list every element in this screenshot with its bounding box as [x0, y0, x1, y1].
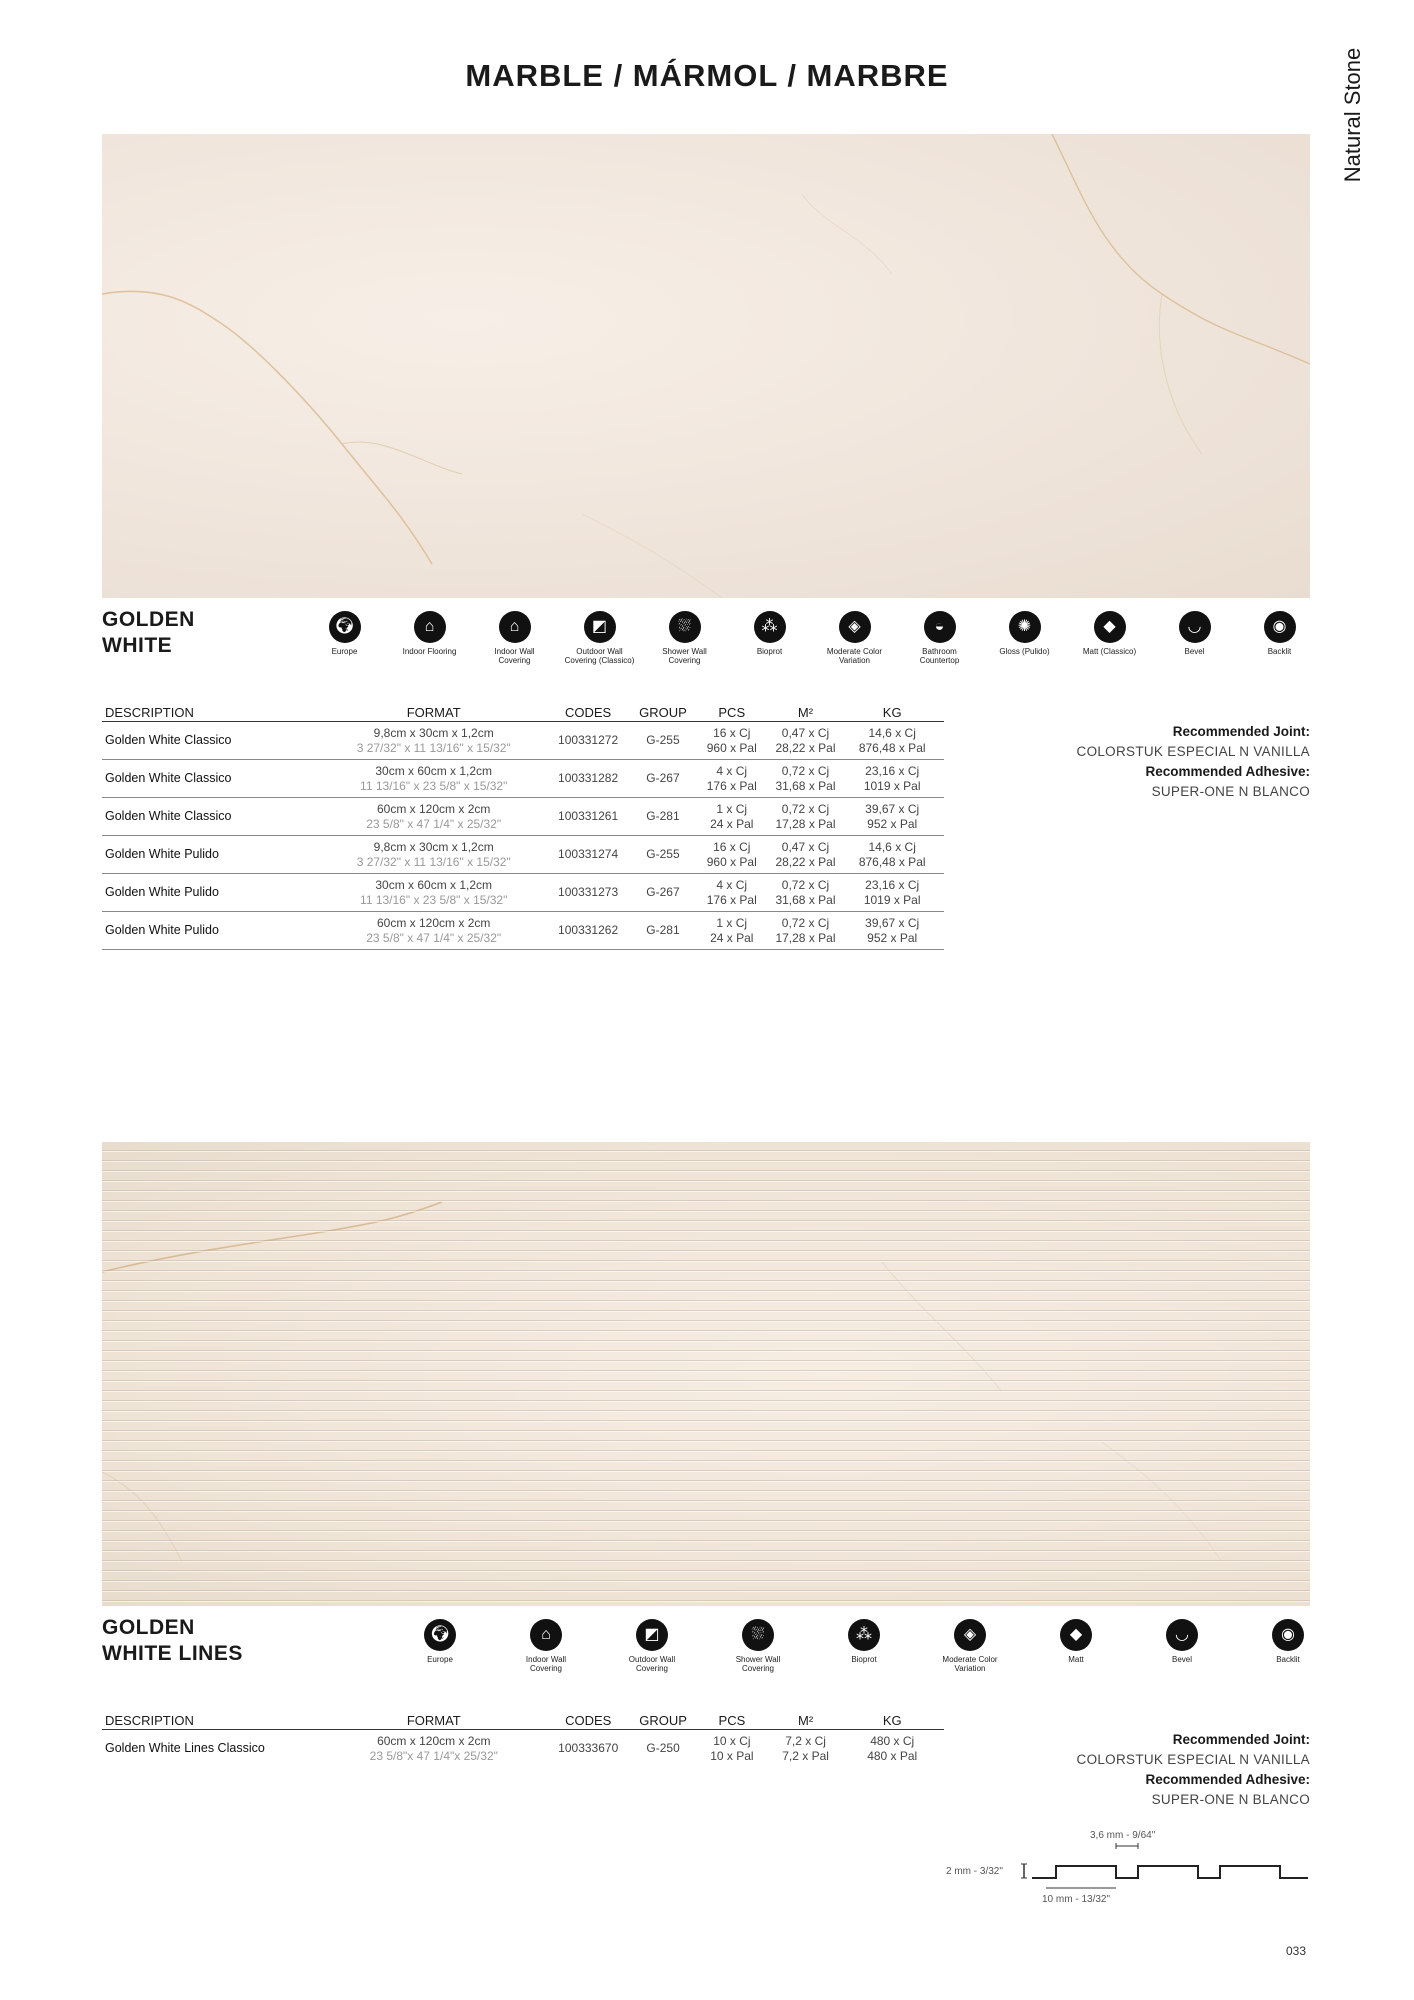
- bioprot-icon-cell: ⁂ Bioprot: [811, 1619, 917, 1673]
- cell-description: Golden White Pulido: [102, 874, 324, 912]
- gloss-icon-cell: ✺ Gloss (Pulido): [982, 611, 1067, 665]
- section-side-tab: Natural Stone: [1340, 47, 1365, 183]
- cell-pcs: 4 x Cj 176 x Pal: [693, 760, 771, 798]
- recommended-joint-value: COLORSTUK ESPECIAL N VANILLA: [1076, 1752, 1310, 1767]
- cell-pcs: 16 x Cj 960 x Pal: [693, 722, 771, 760]
- backlit-icon: ◉: [1264, 611, 1296, 643]
- moderate-color-variation-icon-cell: ◈ Moderate Color Variation: [917, 1619, 1023, 1673]
- cell-code: 100331262: [543, 912, 633, 950]
- matt-icon: ◆: [1060, 1619, 1092, 1651]
- indoor-wall-covering-icon-cell: ⌂ Indoor Wall Covering: [493, 1619, 599, 1673]
- recommended-joint-label: Recommended Joint:: [1172, 724, 1310, 739]
- cell-group: G-281: [633, 912, 693, 950]
- bevel-icon: ◡: [1166, 1619, 1198, 1651]
- cell-kg: 14,6 x Cj 876,48 x Pal: [840, 722, 944, 760]
- cell-description: Golden White Classico: [102, 798, 324, 836]
- header-pcs: PCS: [693, 1712, 771, 1730]
- groove-lines-pattern: [102, 1142, 1310, 1606]
- header-format: FORMAT: [324, 1712, 543, 1730]
- header-codes: CODES: [543, 1712, 633, 1730]
- recommended-adhesive-value: SUPER-ONE N BLANCO: [1151, 784, 1310, 799]
- table-row: [102, 874, 944, 912]
- cell-kg: 39,67 x Cj 952 x Pal: [840, 912, 944, 950]
- cell-m2: 7,2 x Cj 7,2 x Pal: [782, 1733, 829, 1763]
- europe-icon-cell: 🌍︎ Europe: [302, 611, 387, 665]
- indoor-wall-covering-icon-cell: ⌂ Indoor Wall Covering: [472, 611, 557, 665]
- golden-white-lines-slab-image: [102, 1142, 1310, 1606]
- groove-profile-diagram: [936, 1826, 1316, 1906]
- cell-code: 100331272: [543, 722, 633, 760]
- indoor-flooring-icon-cell: ⌂ Indoor Flooring: [387, 611, 472, 665]
- bevel-icon-cell: ◡ Bevel: [1152, 611, 1237, 665]
- table-row: [102, 1730, 944, 1768]
- table-row: [102, 912, 944, 950]
- header-group: GROUP: [633, 1712, 693, 1730]
- outdoor-wall-covering-icon: ◩: [584, 611, 616, 643]
- golden-white-slab-image: [102, 134, 1310, 598]
- table-header-row: [102, 704, 944, 722]
- cell-code: 100331261: [543, 798, 633, 836]
- cell-description: Golden White Pulido: [102, 836, 324, 874]
- golden-white-usage-icons: [302, 611, 1322, 665]
- cell-group: G-255: [633, 836, 693, 874]
- shower-wall-covering-icon: ⛆: [669, 611, 701, 643]
- recommended-adhesive-label: Recommended Adhesive:: [1145, 764, 1310, 779]
- cell-format: 30cm x 60cm x 1,2cm 11 13/16" x 23 5/8" x 15/32": [324, 760, 543, 798]
- golden-white-lines-usage-icons: [387, 1619, 1341, 1673]
- product-name-line2: WHITE: [102, 634, 173, 657]
- cell-m2: 0,47 x Cj 28,22 x Pal: [771, 722, 841, 760]
- cell-kg: 14,6 x Cj 876,48 x Pal: [840, 836, 944, 874]
- cell-description: Golden White Classico: [102, 760, 324, 798]
- table-row: [102, 722, 944, 760]
- table-header-row: [102, 1712, 944, 1730]
- cell-pcs: 16 x Cj 960 x Pal: [693, 836, 771, 874]
- recommended-adhesive-value: SUPER-ONE N BLANCO: [1151, 1792, 1310, 1807]
- moderate-color-variation-icon: ◈: [839, 611, 871, 643]
- page-title: MARBLE / MÁRMOL / MARBRE: [465, 58, 949, 93]
- bioprot-icon: ⁂: [848, 1619, 880, 1651]
- header-format: FORMAT: [324, 704, 543, 722]
- cell-m2: 0,72 x Cj 31,68 x Pal: [771, 874, 841, 912]
- table-row: [102, 760, 944, 798]
- cell-group: G-267: [633, 874, 693, 912]
- cell-m2: 0,72 x Cj 17,28 x Pal: [771, 912, 841, 950]
- europe-icon: 🌍︎: [329, 611, 361, 643]
- product-name-line1: GOLDEN: [102, 608, 195, 631]
- cell-m2: 0,47 x Cj 28,22 x Pal: [771, 836, 841, 874]
- header-pcs: PCS: [693, 704, 771, 722]
- cell-code: 100331282: [543, 760, 633, 798]
- profile-top-dimension: 3,6 mm - 9/64": [1090, 1830, 1156, 1841]
- bevel-icon-cell: ◡ Bevel: [1129, 1619, 1235, 1673]
- cell-pcs: 4 x Cj 176 x Pal: [693, 874, 771, 912]
- indoor-wall-covering-icon: ⌂: [530, 1619, 562, 1651]
- header-m2: M²: [771, 1712, 841, 1730]
- cell-code: 100331274: [543, 836, 633, 874]
- recommended-adhesive-label: Recommended Adhesive:: [1145, 1772, 1310, 1787]
- recommended-joint-label: Recommended Joint:: [1172, 1732, 1310, 1747]
- shower-wall-covering-icon: ⛆: [742, 1619, 774, 1651]
- shower-wall-covering-icon-cell: ⛆ Shower Wall Covering: [642, 611, 727, 665]
- outdoor-wall-covering-icon-cell: ◩ Outdoor Wall Covering (Classico): [557, 611, 642, 665]
- bevel-icon: ◡: [1179, 611, 1211, 643]
- table-row: [102, 836, 944, 874]
- cell-code: 100331273: [543, 874, 633, 912]
- cell-group: G-267: [633, 760, 693, 798]
- cell-format: 30cm x 60cm x 1,2cm 11 13/16" x 23 5/8" x 15/32": [324, 874, 543, 912]
- cell-format: 60cm x 120cm x 2cm 23 5/8" x 47 1/4" x 25/32": [324, 912, 543, 950]
- cell-group: G-250: [646, 1741, 680, 1755]
- header-description: DESCRIPTION: [102, 704, 324, 722]
- outdoor-wall-covering-icon-cell: ◩ Outdoor Wall Covering: [599, 1619, 705, 1673]
- cell-kg: 480 x Cj 480 x Pal: [867, 1733, 918, 1763]
- header-m2: M²: [771, 704, 841, 722]
- bioprot-icon: ⁂: [754, 611, 786, 643]
- gloss-icon: ✺: [1009, 611, 1041, 643]
- product-name-golden-white: [102, 607, 195, 659]
- product-name-line1: GOLDEN: [102, 1616, 195, 1639]
- shower-wall-covering-icon-cell: ⛆ Shower Wall Covering: [705, 1619, 811, 1673]
- moderate-color-variation-icon: ◈: [954, 1619, 986, 1651]
- cell-format: 9,8cm x 30cm x 1,2cm 3 27/32" x 11 13/16" x 15/32": [324, 836, 543, 874]
- cell-group: G-281: [633, 798, 693, 836]
- product-name-line2: WHITE LINES: [102, 1642, 243, 1665]
- profile-bottom-dimension: 10 mm - 13/32": [1042, 1894, 1111, 1905]
- cell-kg: 23,16 x Cj 1019 x Pal: [840, 760, 944, 798]
- matt-icon: ◆: [1094, 611, 1126, 643]
- recommended-joint-value: COLORSTUK ESPECIAL N VANILLA: [1076, 744, 1310, 759]
- cell-description: Golden White Lines Classico: [105, 1741, 265, 1755]
- cell-group: G-255: [633, 722, 693, 760]
- cell-m2: 0,72 x Cj 31,68 x Pal: [771, 760, 841, 798]
- indoor-flooring-icon: ⌂: [414, 611, 446, 643]
- outdoor-wall-covering-icon: ◩: [636, 1619, 668, 1651]
- cell-m2: 0,72 x Cj 17,28 x Pal: [771, 798, 841, 836]
- bathroom-countertop-icon: ◒: [924, 611, 956, 643]
- indoor-wall-covering-icon: ⌂: [499, 611, 531, 643]
- cell-description: Golden White Pulido: [102, 912, 324, 950]
- profile-left-dimension: 2 mm - 3/32": [946, 1866, 1003, 1877]
- cell-pcs: 1 x Cj 24 x Pal: [693, 798, 771, 836]
- header-codes: CODES: [543, 704, 633, 722]
- golden-white-lines-recommendations: [1030, 1730, 1310, 1810]
- moderate-color-variation-icon-cell: ◈ Moderate Color Variation: [812, 611, 897, 665]
- header-description: DESCRIPTION: [102, 1712, 324, 1730]
- europe-icon: 🌍︎: [424, 1619, 456, 1651]
- header-kg: KG: [840, 1712, 944, 1730]
- header-kg: KG: [840, 704, 944, 722]
- europe-icon-cell: 🌍︎ Europe: [387, 1619, 493, 1673]
- page-number: 033: [1286, 1944, 1307, 1958]
- bathroom-countertop-icon-cell: ◒ Bathroom Countertop: [897, 611, 982, 665]
- backlit-icon-cell: ◉ Backlit: [1235, 1619, 1341, 1673]
- cell-format: 60cm x 120cm x 2cm 23 5/8" x 47 1/4" x 25/32": [324, 798, 543, 836]
- cell-kg: 23,16 x Cj 1019 x Pal: [840, 874, 944, 912]
- backlit-icon: ◉: [1272, 1619, 1304, 1651]
- cell-format: 60cm x 120cm x 2cm 23 5/8"x 47 1/4"x 25/32": [369, 1733, 498, 1763]
- matt-icon-cell: ◆ Matt (Classico): [1067, 611, 1152, 665]
- golden-white-recommendations: [1030, 722, 1310, 802]
- golden-white-lines-spec-table: [102, 1712, 944, 1767]
- table-row: [102, 798, 944, 836]
- bioprot-icon-cell: ⁂ Bioprot: [727, 611, 812, 665]
- header-group: GROUP: [633, 704, 693, 722]
- cell-pcs: 10 x Cj 10 x Pal: [710, 1733, 754, 1763]
- backlit-icon-cell: ◉ Backlit: [1237, 611, 1322, 665]
- cell-code: 100333670: [558, 1741, 619, 1755]
- cell-description: Golden White Classico: [102, 722, 324, 760]
- golden-white-spec-table: [102, 704, 944, 950]
- matt-icon-cell: ◆ Matt: [1023, 1619, 1129, 1673]
- cell-format: 9,8cm x 30cm x 1,2cm 3 27/32" x 11 13/16" x 15/32": [324, 722, 543, 760]
- product-name-golden-white-lines: [102, 1615, 243, 1667]
- cell-kg: 39,67 x Cj 952 x Pal: [840, 798, 944, 836]
- cell-pcs: 1 x Cj 24 x Pal: [693, 912, 771, 950]
